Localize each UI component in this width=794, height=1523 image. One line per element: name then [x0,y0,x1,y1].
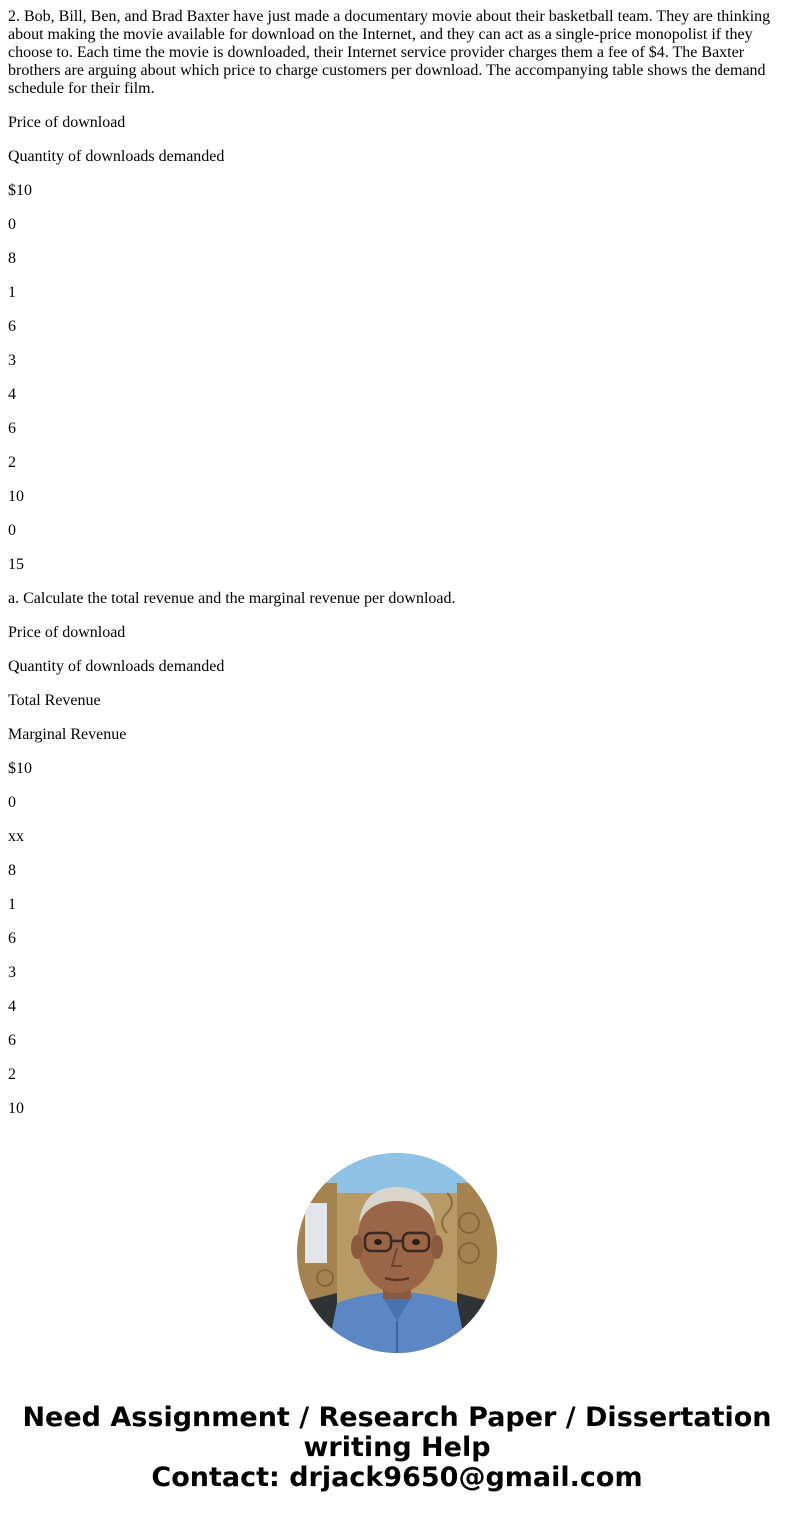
promo-line-1: Need Assignment / Research Paper / Dissertation [22,1402,772,1433]
demand-table-cell: 0 [8,522,16,539]
demand-table-cell: 4 [8,386,16,403]
promo-banner [0,1403,794,1493]
demand-table-header: Price of download [8,114,126,131]
revenue-table-cell: $10 [8,760,32,777]
revenue-table-header: Marginal Revenue [8,726,127,743]
demand-table-cell: 0 [8,216,16,233]
demand-table-cell: 6 [8,318,16,335]
tutor-portrait-icon [297,1153,497,1353]
demand-table-cell: 8 [8,250,16,267]
revenue-table-cell: 4 [8,998,16,1015]
revenue-table-header: Total Revenue [8,692,101,709]
question-intro: 2. Bob, Bill, Ben, and Brad Baxter have just made a documentary movie about their basketball team. They are thinking about making the movie available for download on the Internet, and they can act as a single-price monopolist if they choose to. Each time the movie is downloaded, their Internet service provider charges them a fee of $4. The Baxter brothers are arguing about which price to charge customers per download. The accompanying table shows the demand schedule for their film. [8,8,771,97]
revenue-table-cell: 10 [8,1100,24,1117]
demand-table-cell: 3 [8,352,16,369]
revenue-table-cell: 6 [8,930,16,947]
tutor-avatar [297,1153,497,1353]
promo-line-2: writing Help [303,1432,491,1463]
demand-table-cell: 10 [8,488,24,505]
revenue-table-cell: 1 [8,896,16,913]
revenue-table-cell: 2 [8,1066,16,1083]
revenue-table-cell: 0 [8,794,16,811]
revenue-table-cell: 8 [8,862,16,879]
demand-table-cell: $10 [8,182,32,199]
revenue-table-cell: 6 [8,1032,16,1049]
demand-table-cell: 6 [8,420,16,437]
part-a-prompt: a. Calculate the total revenue and the marginal revenue per download. [8,590,456,607]
promo-contact: Contact: drjack9650@gmail.com [151,1462,643,1493]
demand-table-header: Quantity of downloads demanded [8,148,225,165]
revenue-table-header: Price of download [8,624,126,641]
revenue-table-cell: 3 [8,964,16,981]
demand-table-cell: 1 [8,284,16,301]
demand-table-cell: 2 [8,454,16,471]
demand-table-cell: 15 [8,556,24,573]
revenue-table-cell: xx [8,828,24,845]
revenue-table-header: Quantity of downloads demanded [8,658,225,675]
